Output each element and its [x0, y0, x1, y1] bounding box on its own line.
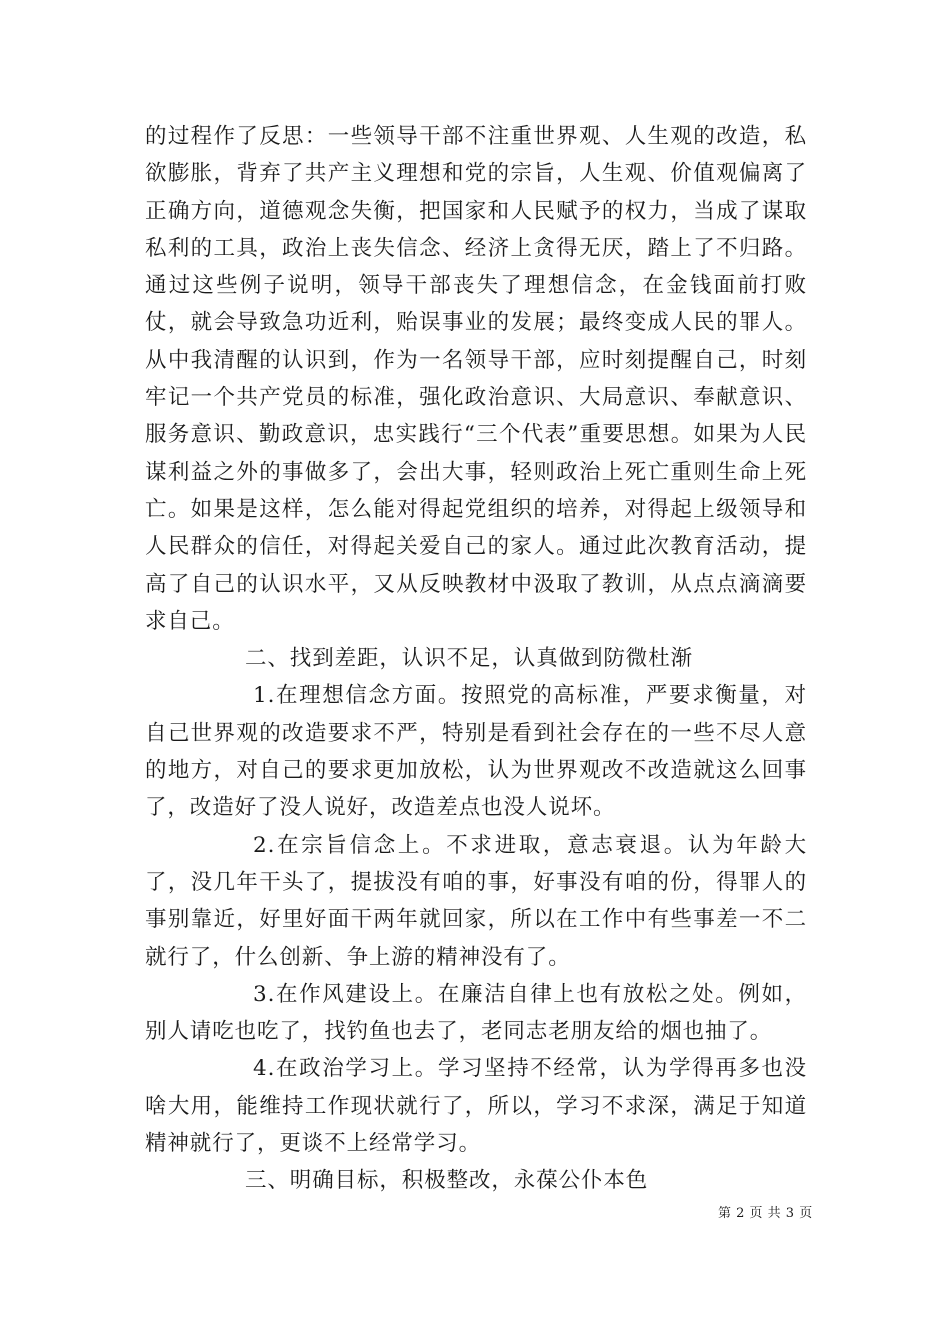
list-item-ideals: 1.在理想信念方面。按照党的高标准，严要求衡量，对自己世界观的改造要求不严，特别是看到社会存在的一些不尽人意的地方，对自己的要求更加放松，认为世界观改不改造就这么回事了，改造好了没人说好，改造差点也没人说坏。 — [145, 683, 807, 821]
document-page — [145, 118, 807, 1200]
section-heading-2: 二、找到差距，认识不足，认真做到防微杜渐 — [245, 646, 694, 672]
list-item-study: 4.在政治学习上。学习坚持不经常，认为学得再多也没啥大用，能维持工作现状就行了，所以，学习不求深，满足于知道精神就行了，更谈不上经常学习。 — [145, 1056, 807, 1157]
list-item-conduct: 3.在作风建设上。在廉洁自律上也有放松之处。例如，别人请吃也吃了，找钓鱼也去了，老同志老朋友给的烟也抽了。 — [145, 981, 807, 1045]
page-number-footer: 第 2 页 共 3 页 — [718, 1206, 813, 1221]
section-heading-3: 三、明确目标，积极整改，永葆公仆本色 — [245, 1168, 649, 1194]
list-item-purpose: 2.在宗旨信念上。不求进取，意志衰退。认为年龄大了，没几年干头了，提拔没有咱的事，好事没有咱的份，得罪人的事别靠近，好里好面干两年就回家，所以在工作中有些事差一不二就行了，什么创新、争上游的精神没有了。 — [145, 832, 807, 970]
paragraph-reflection: 的过程作了反思：一些领导干部不注重世界观、人生观的改造，私欲膨胀，背弃了共产主义理想和党的宗旨，人生观、价值观偏离了正确方向，道德观念失衡，把国家和人民赋予的权力，当成了谋取私利的工具，政治上丧失信念、经济上贪得无厌，踏上了不归路。通过这些例子说明，领导干部丧失了理想信念，在金钱面前打败仗，就会导致急功近利，贻误事业的发展；最终变成人民的罪人。从中我清醒的认识到，作为一名领导干部，应时刻提醒自己，时刻牢记一个共产党员的标准，强化政治意识、大局意识、奉献意识、服务意识、勤政意识，忠实践行“三个代表”重要思想。如果为人民谋利益之外的事做多了，会出大事，轻则政治上死亡重则生命上死亡。如果是这样，怎么能对得起党组织的培养，对得起上级领导和人民群众的信任，对得起关爱自己的家人。通过此次教育活动，提高了自己的认识水平，又从反映教材中汲取了教训，从点点滴滴要求自己。 — [145, 124, 807, 634]
